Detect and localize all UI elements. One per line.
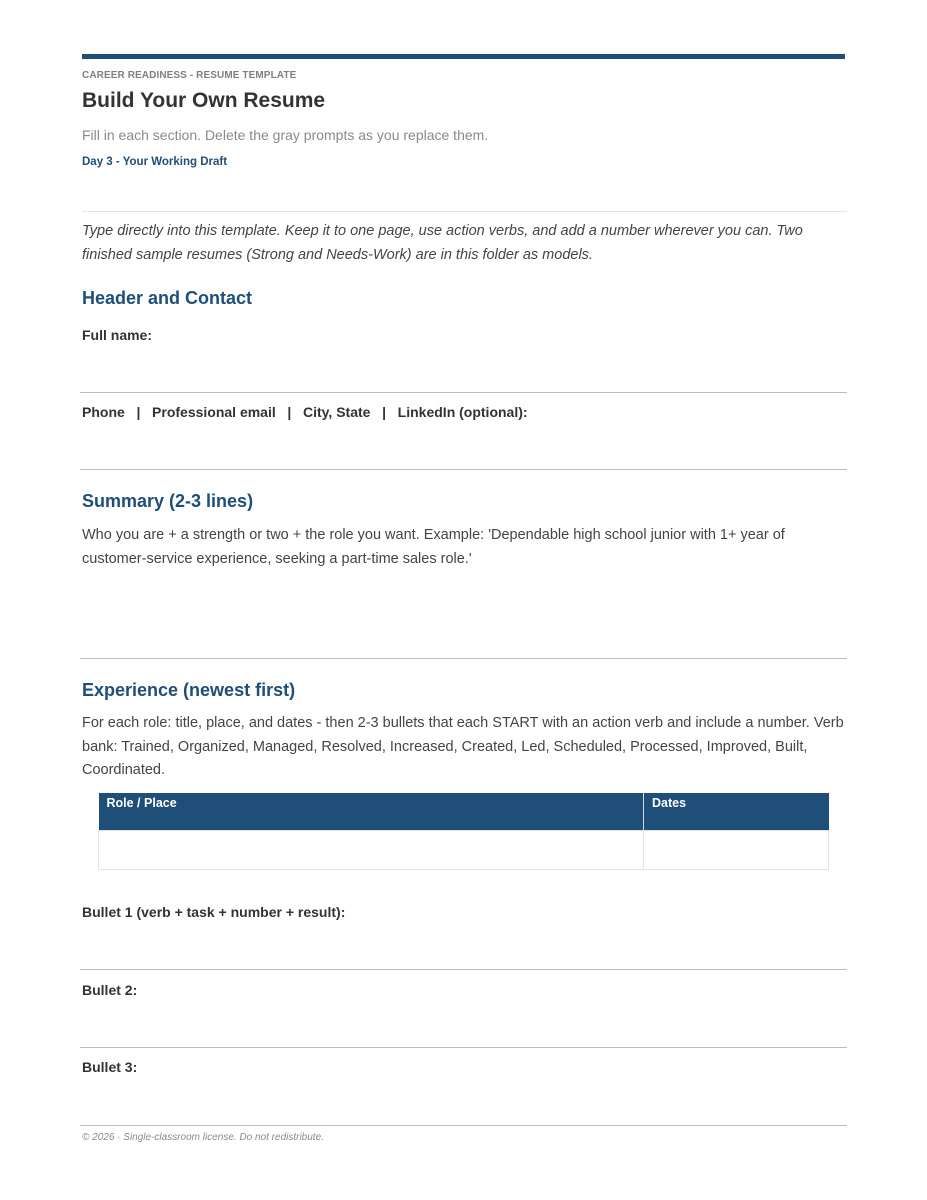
summary-prompt: Who you are + a strength or two + the role you want. Example: 'Dependable high school junior with 1+ year of customer-service experience, seeking a part-time sales role.' bbox=[82, 527, 785, 567]
section-heading-contact: Header and Contact bbox=[82, 288, 253, 308]
table-header-role-place: Role / Place bbox=[99, 793, 644, 830]
table-row bbox=[99, 830, 829, 869]
contact-line-field[interactable] bbox=[80, 469, 847, 470]
page-title: Build Your Own Resume bbox=[82, 89, 326, 112]
header-divider bbox=[82, 211, 847, 212]
bullet-2-label: Bullet 2: bbox=[82, 982, 138, 998]
bullet-1-field[interactable] bbox=[80, 969, 847, 970]
table-header-dates: Dates bbox=[644, 793, 829, 830]
bullet-3-field[interactable] bbox=[80, 1125, 847, 1126]
footer-license: © 2026 · Single-classroom license. Do not redistribute. bbox=[82, 1132, 324, 1143]
section-heading-experience: Experience (newest first) bbox=[82, 680, 296, 700]
experience-table-header-row bbox=[99, 793, 829, 830]
document-eyebrow: CAREER READINESS - RESUME TEMPLATE bbox=[82, 70, 297, 81]
summary-field[interactable] bbox=[80, 658, 847, 659]
bullet-1-label: Bullet 1 (verb + task + number + result): bbox=[82, 904, 346, 920]
role-place-cell[interactable] bbox=[99, 830, 644, 869]
page-subtitle: Fill in each section. Delete the gray prompts as you replace them. bbox=[82, 127, 489, 143]
experience-table bbox=[98, 793, 829, 870]
bullet-3-label: Bullet 3: bbox=[82, 1059, 138, 1075]
day-label: Day 3 - Your Working Draft bbox=[82, 156, 228, 168]
experience-prompt: For each role: title, place, and dates - then 2-3 bullets that each START with an action verb and include a number. Verb bank: Trained, Organized, Managed, Resolved, Increased, Created, Led, Scheduled, Processed, Improved, Built, Coordinated. bbox=[82, 715, 844, 778]
full-name-field[interactable] bbox=[80, 392, 847, 393]
bullet-2-field[interactable] bbox=[80, 1047, 847, 1048]
full-name-label: Full name: bbox=[82, 327, 153, 343]
top-accent-rule bbox=[82, 54, 845, 59]
intro-instructions: Type directly into this template. Keep it to one page, use action verbs, and add a number wherever you can. Two finished sample resumes (Strong and Needs-Work) are in this folder as models. bbox=[82, 223, 803, 263]
section-heading-summary: Summary (2-3 lines) bbox=[82, 491, 254, 511]
contact-line-label: Phone | Professional email | City, State | LinkedIn (optional): bbox=[82, 404, 528, 420]
dates-cell[interactable] bbox=[644, 830, 829, 869]
